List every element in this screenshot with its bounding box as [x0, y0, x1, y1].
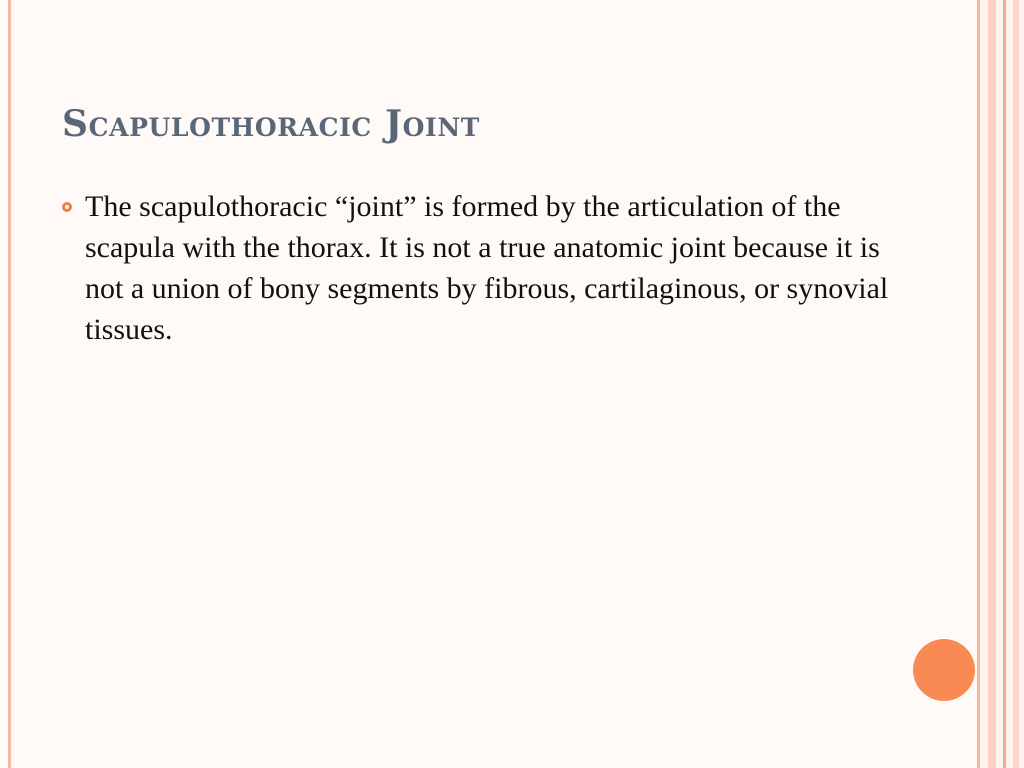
slide-title: Scapulothoracic Joint [62, 103, 481, 145]
orange-circle-decoration [913, 639, 975, 701]
right-stripe-3 [1003, 0, 1006, 768]
bullet-item [62, 186, 922, 350]
right-stripe-2 [988, 0, 996, 768]
right-stripe-4 [1013, 0, 1019, 768]
right-stripe-1 [977, 0, 980, 768]
bullet-list [62, 186, 922, 350]
left-decorative-stripe [8, 0, 11, 768]
ring-bullet-icon [62, 202, 72, 212]
bullet-text: The scapulothoracic “joint” is formed by the articulation of the scapula with the thorax. It is not a true anatomic joint because it is not a union of bony segments by fibrous, cartilaginous, or synovial tissues. [85, 190, 889, 346]
